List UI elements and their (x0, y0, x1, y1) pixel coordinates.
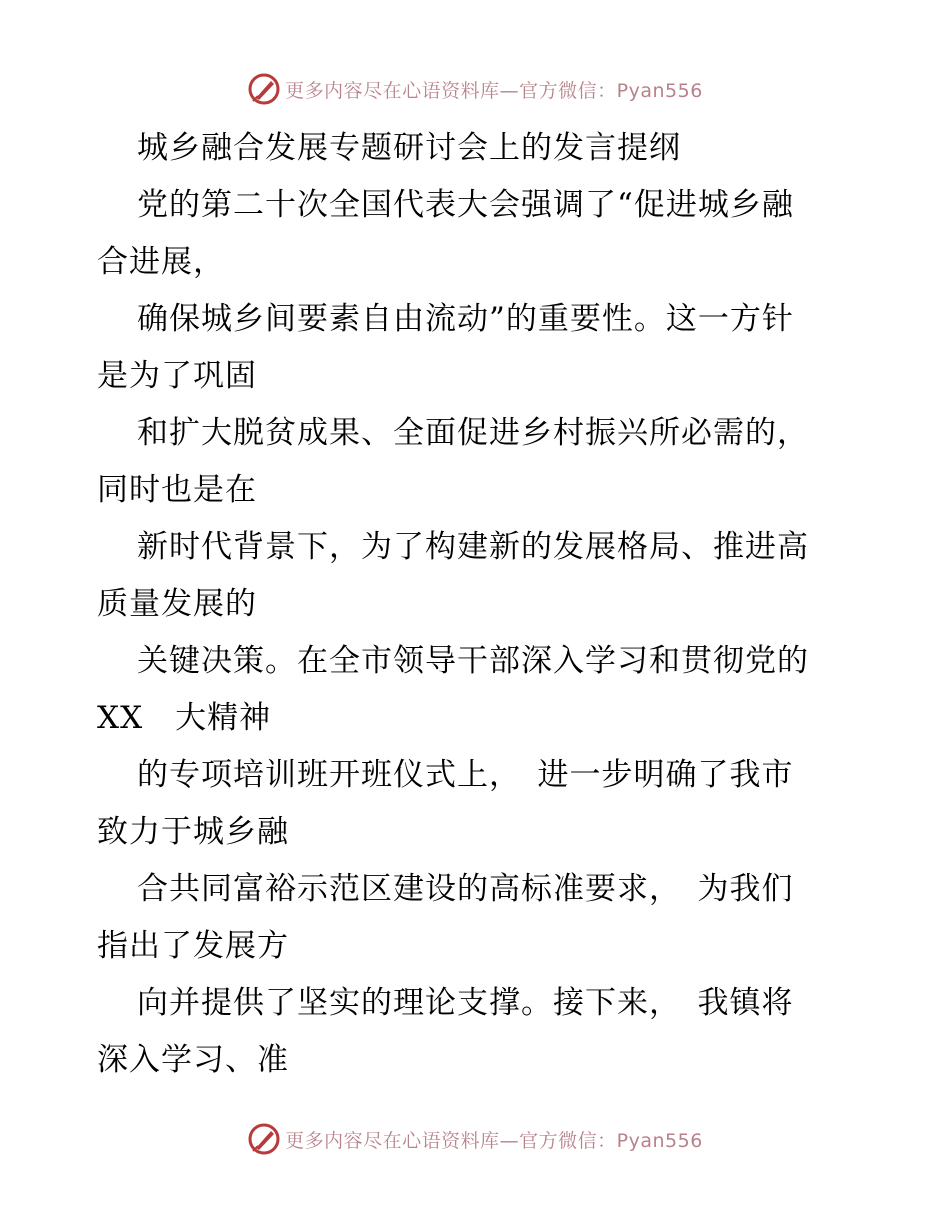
quill-logo-icon (247, 1122, 281, 1156)
quill-logo-icon (247, 72, 281, 106)
paragraph-line: 党的第二十次全国代表大会强调了“促进城乡融 (137, 187, 794, 223)
document-title: 城乡融合发展专题研讨会上的发言提纲 (137, 130, 681, 166)
header-banner (0, 71, 950, 107)
paragraph-line: 关键决策。在全市领导干部深入学习和贯彻党的 (137, 643, 809, 679)
paragraph-line: 合进展， (97, 244, 225, 280)
paragraph-line: 指出了发展方 (97, 928, 289, 964)
paragraph-line: 质量发展的 (97, 586, 257, 622)
paragraph-line: XX 大精神 (97, 700, 272, 736)
document-body (97, 120, 867, 1089)
paragraph-line: 合共同富裕示范区建设的高标准要求， 为我们 (137, 871, 794, 907)
footer-banner-text: 更多内容尽在心语资料库—官方微信：Pyan556 (285, 1129, 703, 1152)
paragraph-line: 是为了巩固 (97, 358, 257, 394)
paragraph-line: 的专项培训班开班仪式上， 进一步明确了我市 (137, 757, 794, 793)
paragraph-line: 深入学习、准 (97, 1042, 289, 1078)
header-banner-text: 更多内容尽在心语资料库—官方微信：Pyan556 (285, 79, 703, 102)
paragraph-line: 同时也是在 (97, 472, 257, 508)
paragraph-line: 和扩大脱贫成果、全面促进乡村振兴所必需的， (137, 415, 809, 451)
paragraph-line: 致力于城乡融 (97, 814, 289, 850)
paragraph-line: 新时代背景下，为了构建新的发展格局、推进高 (137, 529, 809, 565)
footer-banner (0, 1121, 950, 1157)
paragraph-line: 确保城乡间要素自由流动”的重要性。这一方针 (137, 301, 794, 337)
paragraph-line: 向并提供了坚实的理论支撑。接下来， 我镇将 (137, 985, 794, 1021)
